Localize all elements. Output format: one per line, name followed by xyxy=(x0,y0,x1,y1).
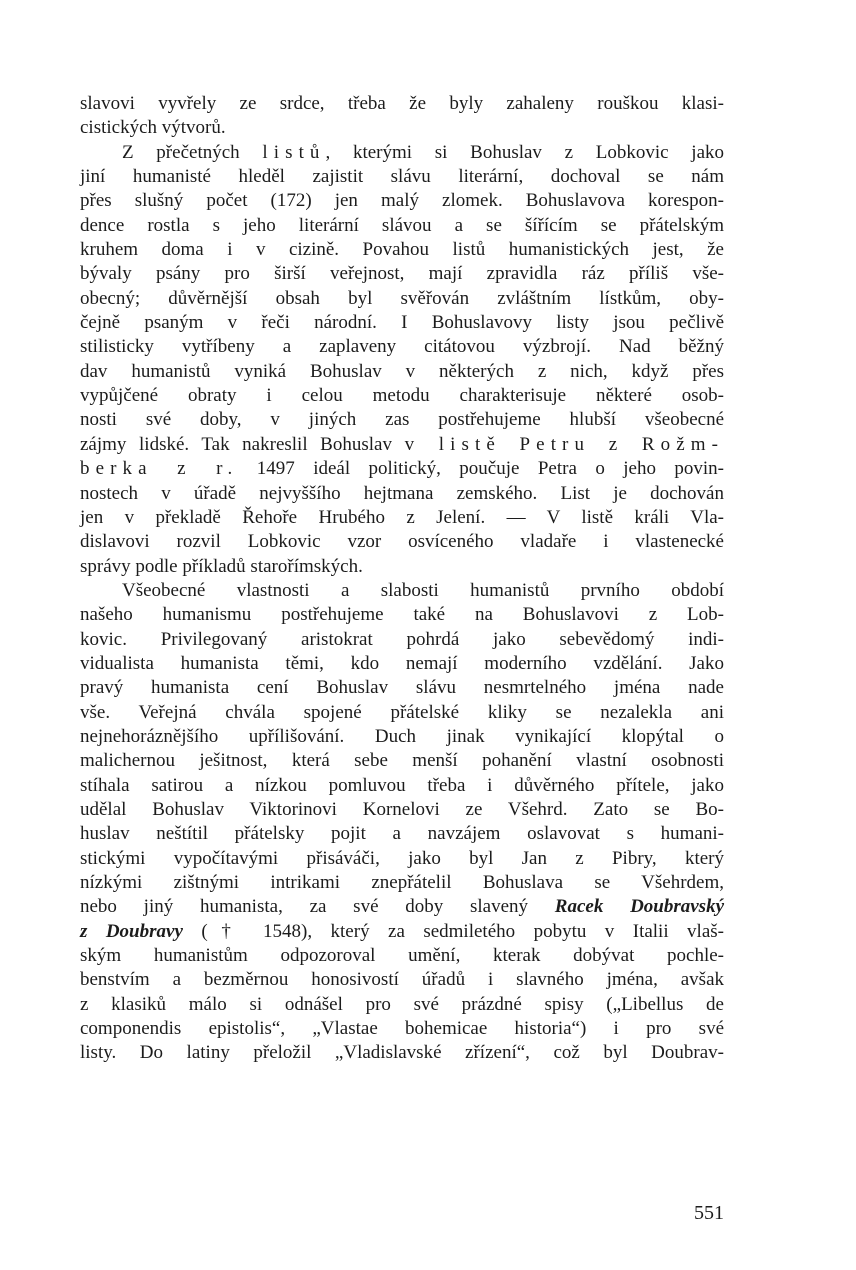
italic-name: z Doubravy xyxy=(80,920,183,942)
text-line: našeho humanismu postřehujeme také na Bohuslavovi z Lob- xyxy=(80,604,724,626)
text-line: kruhem doma i v cizině. Povahou listů humanistických jest, že xyxy=(80,239,724,261)
text-line: z Doubravy († 1548), který za sedmiletého pobytu v Italii vlaš- xyxy=(80,920,724,942)
text-line: dence rostla s jeho literární slávou a se šířícím se přátelským xyxy=(80,214,724,236)
text-line: obecný; důvěrnější obsah byl svěřován zvláštním lístkům, oby- xyxy=(80,287,724,309)
text-line: stickými vypočítavými přisáváči, jako byl Jan z Pibry, který xyxy=(80,847,724,869)
text-line: dislavovi rozvil Lobkovic vzor osvíceného vladaře i vlastenecké xyxy=(80,531,724,553)
text-line: berka z r. 1497 ideál politický, poučuje Petra o jeho povin- xyxy=(80,458,724,480)
italic-name: Racek Doubravský xyxy=(554,896,725,918)
text-line: vidualista humanista těmi, kdo nemají moderního vzdělání. Jako xyxy=(80,652,724,674)
text-line: zájmy lidské. Tak nakreslil Bohuslav v listě Petru z Rožm- xyxy=(80,433,724,455)
emphasis-spaced: berka z r. xyxy=(80,458,239,480)
text-line: slavovi vyvřely ze srdce, třeba že byly zahaleny rouškou klasi- xyxy=(80,93,724,114)
text-line: správy podle příkladů starořímských. xyxy=(80,555,363,577)
text-line: malichernou ješitnost, která sebe menší pohanění vlastní osobnosti xyxy=(80,750,724,772)
text-line: jiní humanisté hleděl zajistit slávu literární, dochoval se nám xyxy=(80,166,724,188)
page-number: 551 xyxy=(694,1202,724,1224)
text-line: stilisticky vytříbeny a zaplaveny citátovou výzbrojí. Nad běžný xyxy=(80,336,724,358)
text-line: čejně psaným v řeči národní. I Bohuslavovy listy jsou pečlivě xyxy=(80,312,724,334)
emphasis-spaced: v listě Petru z Rožm- xyxy=(404,433,724,455)
text-line: nosti své doby, v jiných zas postřehujeme hlubší všeobecné xyxy=(80,409,724,431)
text-line: Z přečetných listů, kterými si Bohuslav z Lobkovic jako xyxy=(122,141,725,163)
text-line: dav humanistů vyniká Bohuslav v některých z nich, když přes xyxy=(80,360,724,382)
text-line: ským humanistům odpozoroval umění, kterak dobývat pochle- xyxy=(80,945,724,967)
text-line: benstvím a bezměrnou honosivostí úřadů i slavného jména, avšak xyxy=(80,969,724,991)
text-line: vypůjčené obraty i celou metodu charakterisuje některé osob- xyxy=(80,385,724,407)
text-line: pravý humanista cení Bohuslav slávu nesmrtelného jména nade xyxy=(80,677,724,699)
text-line: nejnehoráznějšího upřílišování. Duch jinak vynikající klopýtal o xyxy=(80,725,724,747)
text-line: z klasiků málo si odnášel pro své prázdné spisy („Libellus de xyxy=(80,993,724,1015)
text-line: listy. Do latiny přeložil „Vladislavské zřízení“, což byl Doubrav- xyxy=(80,1042,724,1064)
text-line: udělal Bohuslav Viktorinovi Kornelovi ze Všehrd. Zato se Bo- xyxy=(80,798,724,820)
text-line: kovic. Privilegovaný aristokrat pohrdá jako sebevědomý indi- xyxy=(80,628,724,650)
text-line: bývaly psány pro širší veřejnost, mají zpravidla ráz příliš vše- xyxy=(80,263,724,285)
text-line: vše. Veřejná chvála spojené přátelské kliky se nezalekla ani xyxy=(80,701,724,723)
text-line: componendis epistolis“, „Vlastae bohemicae historia“) i pro své xyxy=(80,1018,724,1040)
text-line: cistických výtvorů. xyxy=(80,117,226,139)
text-line: nebo jiný humanista, za své doby slavený Racek Doubravský xyxy=(80,896,725,918)
text-line: stíhala satirou a nízkou pomluvou třeba i důvěrného přítele, jako xyxy=(80,774,724,796)
text-line: přes slušný počet (172) jen malý zlomek. Bohuslavova korespon- xyxy=(80,190,724,212)
text-line: nostech v úřadě nejvyššího hejtmana zemského. List je dochován xyxy=(80,482,724,504)
text-line: Všeobecné vlastnosti a slabosti humanistů prvního období xyxy=(122,579,724,601)
text-line: nízkými zištnými intrikami znepřátelil Bohuslava se Všehrdem, xyxy=(80,872,724,893)
text-line: jen v překladě Řehoře Hrubého z Jelení. — V listě králi Vla- xyxy=(80,506,724,528)
emphasis-spaced: listů xyxy=(262,141,326,163)
body-text xyxy=(80,92,724,1066)
text-line: huslav neštítil přátelsky pojit a navzájem oslavovat s humani- xyxy=(80,823,724,845)
